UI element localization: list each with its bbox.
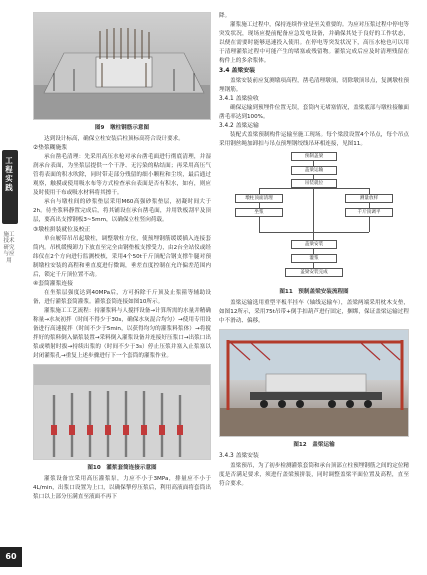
section-sublabel: 施工技术研究与应用 [3, 232, 15, 264]
paragraph: 装配式盖梁预制构件运输至施工现场。每个梁段设置4个吊点，每个吊点采用钢丝绳加卸扣与吊点预埋钢绞线吊环相连接，见图11。 [219, 132, 409, 148]
paragraph: 降。 [219, 13, 231, 19]
pier-rebar-illustration [34, 13, 211, 120]
subheading-3-4-3: 3.4.3 盖梁安装 [219, 453, 259, 460]
installation-flowchart [219, 152, 409, 284]
paragraph: 单台履带吊吊起墩柱，调整墩柱方位，使预埋钢筋缓缓插入连接套筒内。吊机缓慢卸力下放直至完全由钢垫板支撑受力，由2台全站仪或经纬仪在2个方向进行监测校核，采用4个50t千斤顶配合钢支撑牛腿对预制墩柱安装的高程和垂直度进行微调，垂差直度控制在允许偏差范围内后，锁定千斤顶位置不动。 [33, 235, 211, 278]
figure-9-caption: 图9 墩柱钢筋示意图 [94, 125, 150, 131]
left-column [33, 12, 211, 502]
paragraph: 达到设计标高，确保立柱安装后柱顶标高符合设计要求。 [44, 136, 184, 142]
paragraph: 盖梁安装前应复测墩项高程，凿毛清理墩项，切除墩顶吊点，复测墩柱预埋钢筋。 [219, 77, 410, 93]
paragraph: 盖梁预吊，为了初步检测灌浆套筒和承台顶部立柱预埋钢筋之间的定位精度是否满足要求，须进行盖梁预拼装，同时调整盖梁平面位置及高程，直至符合要求。 [219, 462, 410, 487]
section-heading-3-4: 3.4 盖梁安装 [219, 68, 256, 75]
figure-11-caption: 图11 预制盖梁安装流程图 [279, 289, 349, 296]
subheading-mortar: ②垫浆糊施浆 [33, 145, 68, 152]
flow-step: 测量放样 [345, 194, 393, 203]
flow-step: 吊装就位 [291, 179, 337, 188]
paragraph: 灌浆施工工艺流程：持灌浆料与人搅拌设备→计算所需的水量并精确称量→水灰初拌（时间不得少于30s，确保水灰混合均匀）→使用专用设备进行高速搅拌（时间不少于5min，以获得均匀的灌浆料浆体）→将搅拌好的浆料倒入储浆装置→采料倒入灌浆设备并连接好压浆口→出浆口出浆或喷射时拔→持续出浆的（时间不少于3s）停止压浆并塞入止浆塞以封闭灌浆孔→重复上述步骤进行下一个套筒的灌浆作业。 [33, 308, 211, 360]
flow-step: 墩柱顶面清理 [235, 194, 283, 203]
flow-step: 盖梁运输 [291, 166, 337, 175]
grout-sleeve-photo [33, 364, 211, 460]
subheading-lift: ③墩柱拼装就位及校正 [33, 226, 91, 233]
subheading-3-4-2: 3.4.2 盖梁运输 [219, 123, 259, 130]
beam-transport-illustration [220, 330, 409, 437]
paragraph: 灌浆施工过程中，保持连续作业是至关重要的。为应对压浆过程中停电等突发状况，现场应提前配备应急发电设备，并确保其处于良好的工作状态，以便在需要时能够迅速投入使用。在停电等突发状况下，高压水枪也可以用于清理灌浆过程中可能产生的堵塞或残留物。灌浆完成后应及时清理残留在构件上的多余浆体。 [219, 22, 410, 65]
right-column [219, 12, 409, 489]
paragraph: 灌浆设备宜采用高压灌浆泵，力应不小于3MPa，排量应不小于4L/min，出浆口设置为上口，以确保掣停压浆后，利用高液面将套筒出浆口以上部分压满直至液面不再下 [33, 476, 211, 501]
page-number: 60 [0, 547, 22, 567]
beam-transport-photo [219, 329, 409, 437]
flow-step: 盖梁安装 [291, 240, 337, 249]
subheading-grout: ④套筒灌浆连接 [33, 280, 73, 287]
grout-sleeve-illustration [34, 365, 211, 460]
paragraph: 承台与墩柱间的砂浆垫层采用M60高强砂浆垫层，初凝时间大于2h。待坐浆料静置完成后，将其铺设在承台凿毛面，并用铁板刮平及顶层，要高出支撑钢板3~5mm，以确保立柱竖向荷载。 [33, 199, 211, 224]
figure-12-caption: 图12 盖梁运输 [293, 442, 335, 449]
flow-step: 千斤顶调平 [345, 208, 393, 217]
flow-step: 盖梁安装完成 [285, 268, 343, 277]
flow-step: 灌浆 [291, 254, 337, 263]
figure-10-caption: 图10 灌浆套筒连接示意图 [87, 465, 157, 472]
paragraph: 承台凿毛清理：先采用高压水枪对承台凿毛面进行彻底清理，并湿润承台表面，为坐浆层提供一个干净、无污染的粘结面；再采用高压气管将表面的积水吹除，同时带走部分残留的细小颗粒和尘埃，最后通过观察，触摸或使用吸水布等方式检查承台表面是否有积水，如有，则应及时使用干布或吸水材料将其擦干。 [33, 154, 211, 197]
section-label: 工程实践 [5, 156, 13, 192]
pier-rebar-photo [33, 12, 211, 120]
paragraph: 确保运输到预埋件位置无误，套筒内无堵塞情况，盖梁底部与墩柱接触面凿毛率达到100%。 [219, 105, 410, 121]
paragraph: 盖梁运输选用重型平板半挂车（轴线运输车），盖梁两端采用枕木支垫，如图12所示，采用75t吊带+倒手扣葫芦进行固定，捆绑，保证盖梁运输过程中不滑动、偏移。 [219, 300, 409, 325]
subheading-3-4-1: 3.4.1 盖梁验收 [219, 95, 259, 102]
flow-step: 预制盖梁 [291, 152, 337, 161]
flow-step: 坐浆 [235, 208, 283, 217]
paragraph: 在坐浆层强度达到40MPa后，方可拆除千斤顶及止浆箍等辅助设备，进行灌浆套筒灌浆。灌浆套筒连接如图10所示。 [33, 289, 211, 305]
left-margin-strip [0, 0, 22, 575]
